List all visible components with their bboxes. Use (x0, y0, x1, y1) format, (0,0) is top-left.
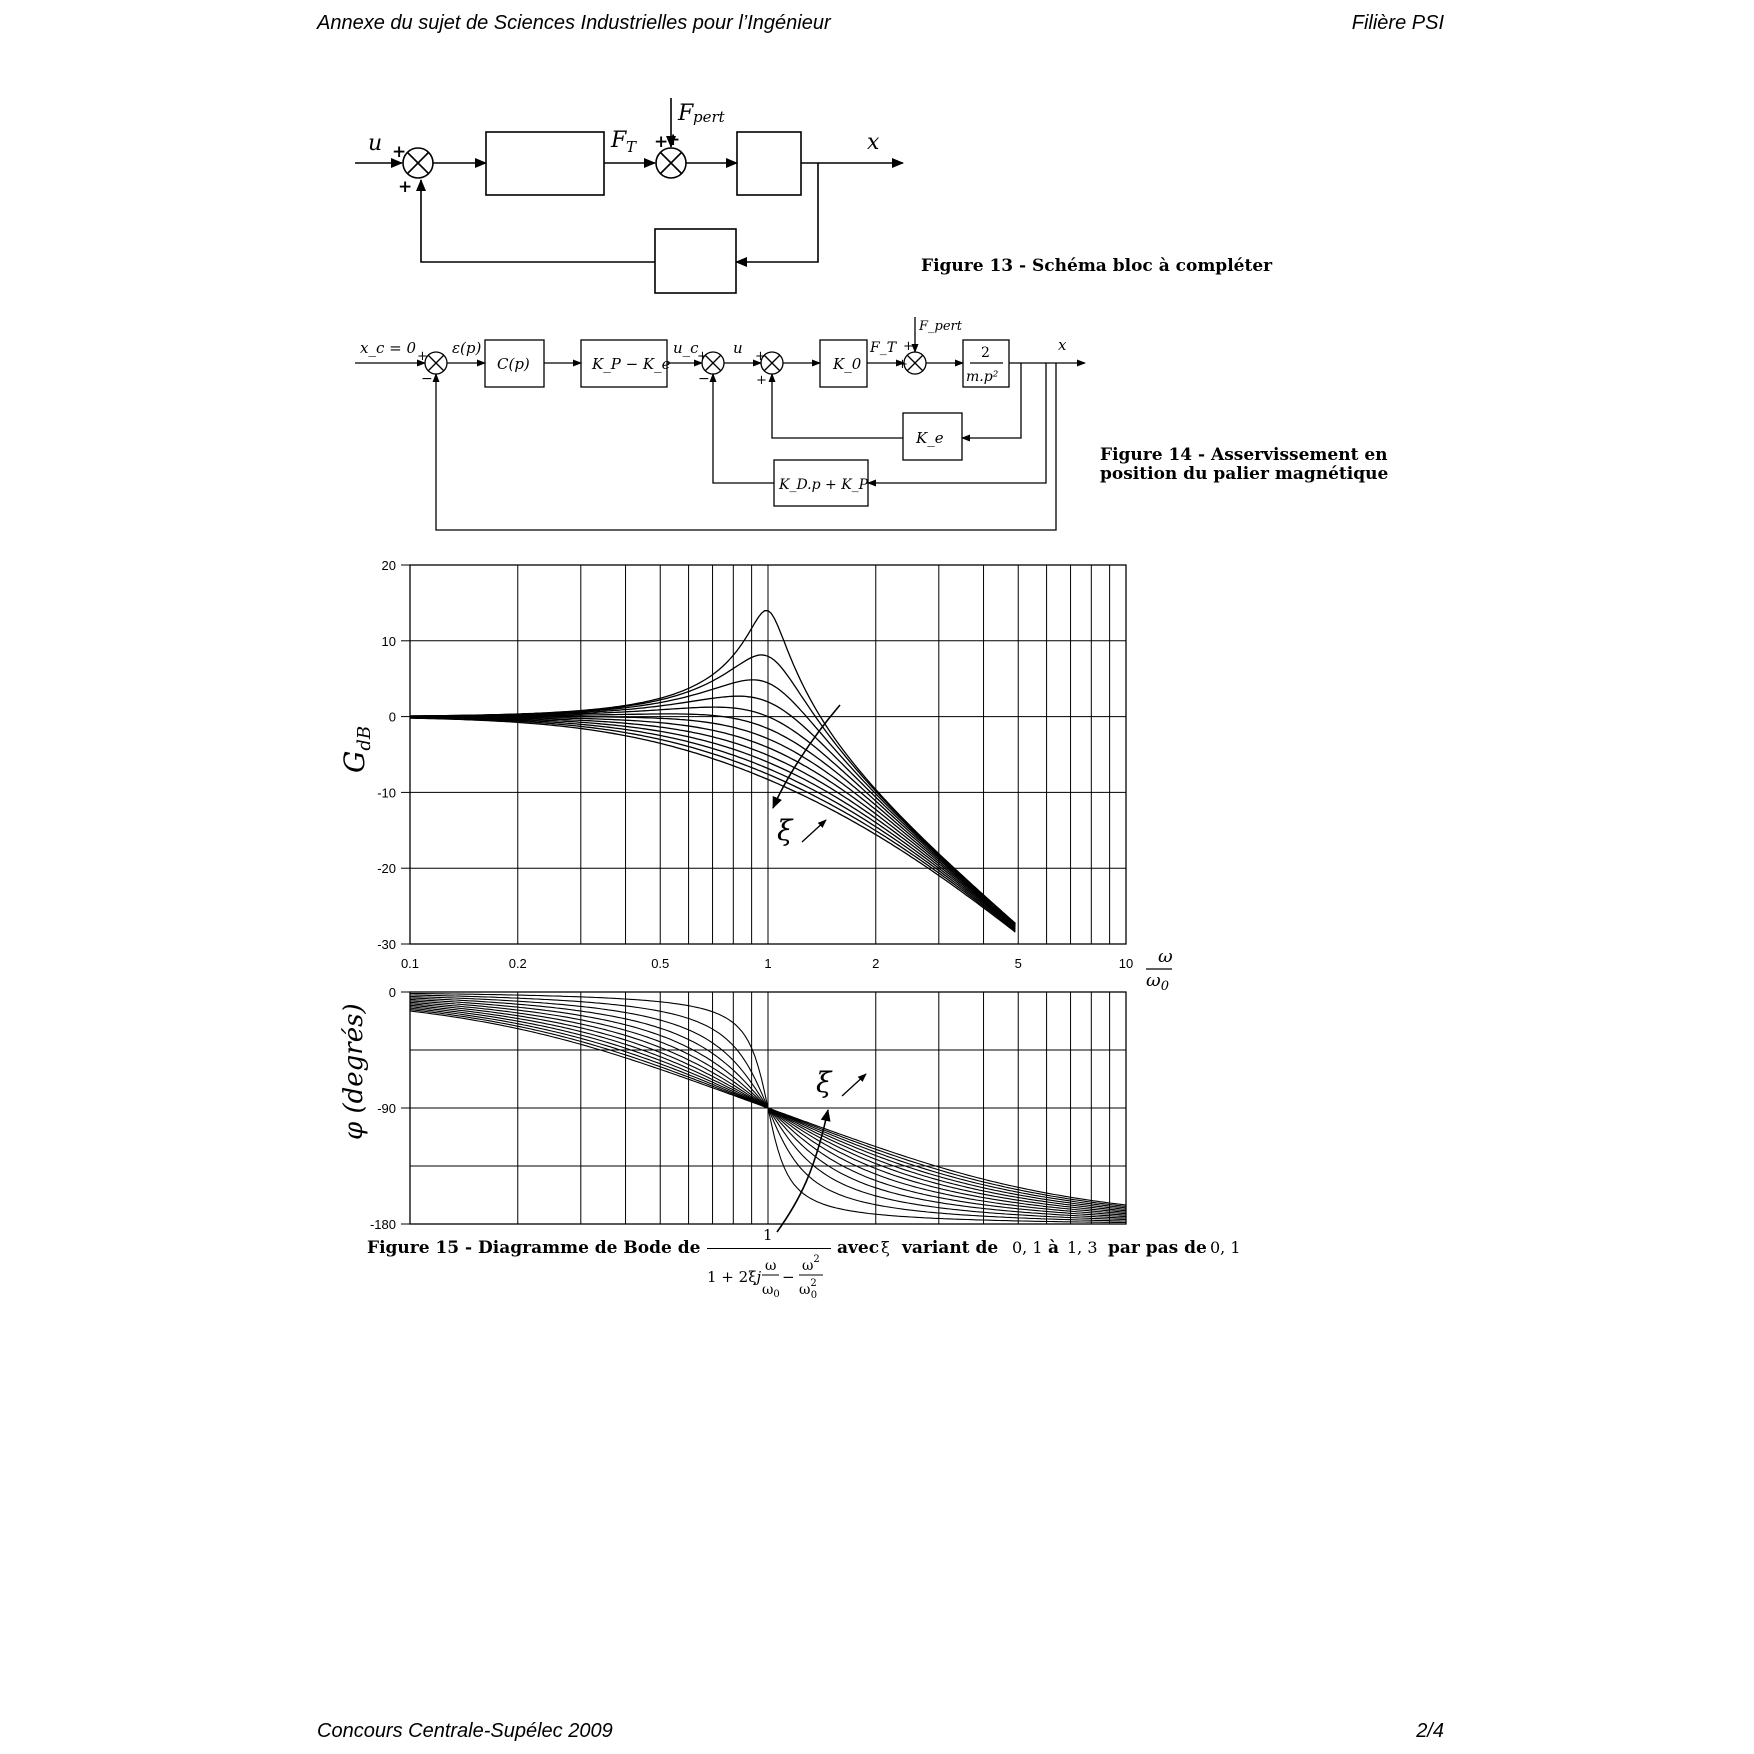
xlabel-num: ω (1158, 946, 1173, 967)
fig13-label-ft: F (611, 128, 627, 153)
footer-left: Concours Centrale-Supélec 2009 (317, 1720, 613, 1742)
phase-y-tick-label: -90 (377, 1101, 396, 1116)
fig14-label-ft: F_T (870, 340, 897, 356)
gain-y-tick-label: -20 (377, 861, 396, 877)
fig14-caption-line2: position du palier magnétique (1100, 464, 1389, 484)
fig13-label-u: u (368, 131, 383, 156)
fig15-caption-to: 1, 3 (1067, 1238, 1098, 1257)
phase-xi-annotation: ξ (816, 1066, 832, 1099)
phase-ylabel: φ (degrés) (339, 1003, 369, 1140)
fig14-sign-7: + (897, 357, 908, 372)
gain-grid (410, 565, 1126, 944)
x-tick-label: 10 (1118, 956, 1134, 971)
header-right: Filière PSI (1351, 12, 1444, 34)
fig13-label-x: x (867, 130, 880, 155)
fig14-label-x: x (1058, 336, 1067, 354)
gain-ylabel: $G_{dB}$ (338, 725, 375, 773)
fig15-caption-mid1: avec (837, 1238, 880, 1258)
x-tick-label: 1 (764, 956, 772, 971)
fig14-caption-line1: Figure 14 - Asservissement en (1100, 445, 1388, 465)
fig14-label-ke: K_e (916, 429, 944, 447)
fig14-label-k0: K_0 (833, 355, 862, 373)
gain-y-tick-label: 0 (388, 709, 396, 725)
x-tick-label: 5 (1014, 956, 1022, 971)
fig13-block-1 (486, 132, 604, 195)
fig14-sign-5: + (755, 349, 766, 364)
fig15-frac-num: 1 (763, 1226, 773, 1244)
fig13-plus-4: + (666, 130, 681, 150)
x-tick-label: 0.5 (651, 956, 670, 971)
gain-y-tick-label: -10 (377, 785, 396, 801)
figure-13-block-diagram (0, 0, 1754, 320)
gain-y-tick-label: -30 (377, 937, 396, 952)
gain-xi-annotation: ξ (777, 814, 793, 847)
fig15-caption-from: 0, 1 (1012, 1238, 1043, 1257)
fig15-caption-xi: ξ (881, 1238, 890, 1257)
figure-14-block-diagram (0, 300, 1754, 540)
fig14-label-u: u (733, 339, 743, 357)
fig13-plus-2: + (398, 177, 413, 197)
x-tick-label: 0.1 (400, 956, 420, 971)
fig15-caption-mid3: par pas de (1108, 1238, 1207, 1258)
fig13-block-3 (655, 229, 736, 293)
svg-text:ω20: $\omega^2$ 0 (799, 1278, 818, 1301)
gain-y-tick-label: 20 (381, 558, 396, 573)
svg-text:ω: ω (765, 1258, 777, 1274)
header-left: Annexe du sujet de Sciences Industrielles pour l’Ingénieur (317, 12, 831, 34)
fig14-label-fpert: F_pert (919, 319, 962, 334)
bode-diagram (0, 540, 1754, 1240)
fig14-label-mp2: m.p² (966, 369, 999, 385)
fig15-caption-step: 0, 1 (1210, 1238, 1241, 1257)
x-tick-label: 0.2 (508, 956, 527, 971)
fig13-caption: Figure 13 - Schéma bloc à compléter (921, 256, 1273, 276)
fig13-plus-3: + (654, 132, 669, 152)
fig13-label-ft-sub: T (626, 138, 637, 156)
fig15-caption (367, 1226, 1267, 1316)
fig14-label-cp: C(p) (497, 355, 530, 373)
svg-text:ω2: $\omega^2$ (802, 1254, 820, 1274)
fig14-label-xc: x_c = 0 (360, 339, 417, 357)
fig14-sign-8: + (903, 339, 914, 354)
svg-text:ω0: $\omega_0$ (762, 1282, 780, 1300)
fig13-label-fpert-sub: pert (693, 108, 725, 126)
fig13-label-fpert: F (678, 101, 694, 126)
fig14-label-two: 2 (981, 345, 990, 361)
fig14-label-kpke: K_P − K_e (592, 355, 671, 373)
fig14-sign-2: − (421, 371, 433, 387)
phase-y-tick-label: -180 (369, 1217, 396, 1232)
fig15-caption-prefix: Figure 15 - Diagramme de Bode de (367, 1238, 701, 1258)
phase-y-tick-label: 0 (388, 985, 396, 1000)
fig14-sign-1: + (417, 349, 428, 364)
fig14-label-kd: K_D.p + K_P (779, 477, 869, 493)
x-tick-label: 2 (872, 956, 880, 971)
svg-text:−: − (782, 1268, 795, 1286)
gain-y-tick-label: 10 (381, 633, 396, 649)
xlabel-den: $\omega_0$ (1146, 970, 1169, 994)
fig13-block-2 (737, 132, 801, 195)
footer-right: 2/4 (1416, 1720, 1444, 1742)
fig14-sign-6: + (756, 373, 767, 388)
fig13-plus-1: + (392, 142, 407, 162)
fig14-label-uc: u_c (673, 339, 699, 357)
fig14-sign-3: + (697, 349, 708, 364)
fig14-label-eps: ε(p) (452, 339, 482, 357)
fig15-caption-a: à (1048, 1238, 1060, 1258)
fig15-caption-mid2: variant de (902, 1238, 999, 1258)
fig14-sign-4: − (698, 371, 710, 387)
fig15-denominator (707, 1248, 837, 1338)
svg-text:1 + 2ξj: 1 + 2ξj (707, 1268, 762, 1286)
